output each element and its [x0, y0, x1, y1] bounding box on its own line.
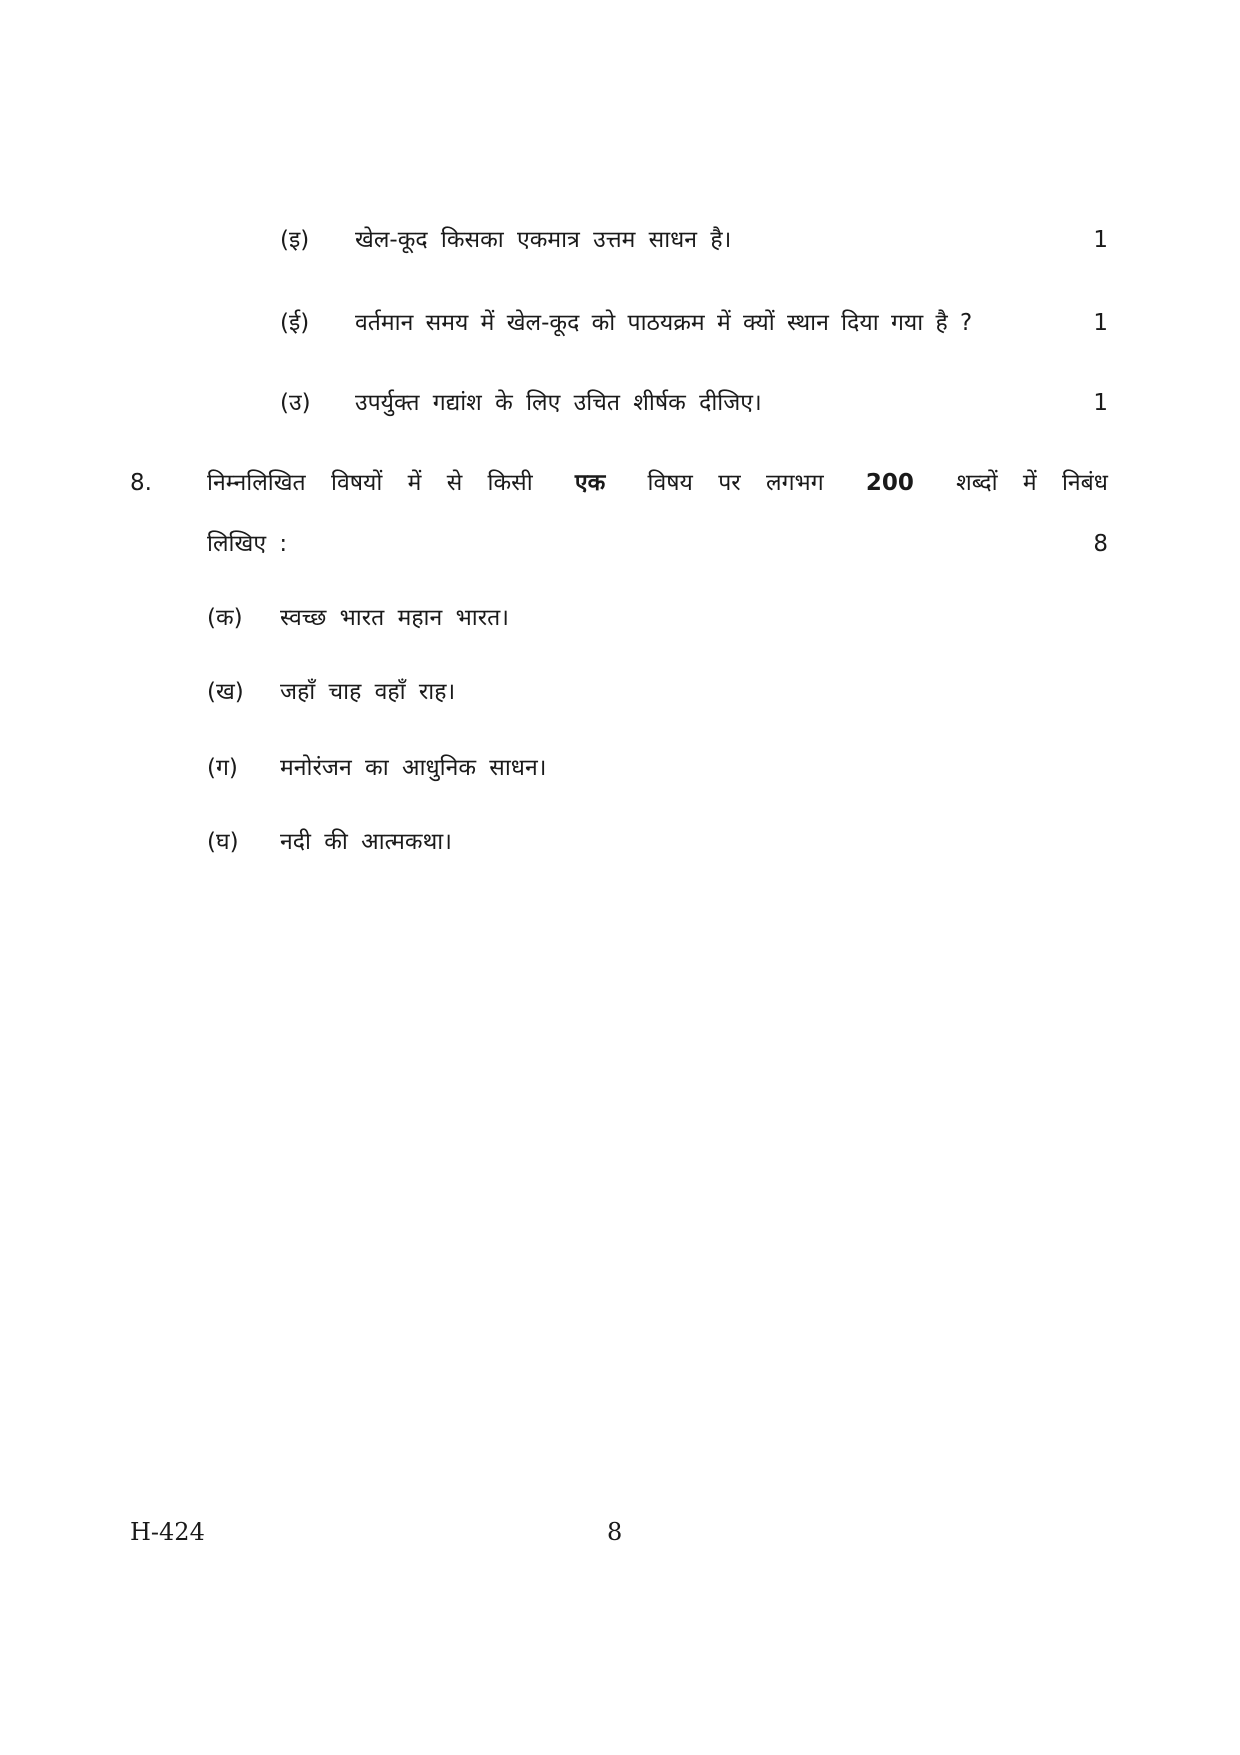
- sub-question-text: खेल-कूद किसका एकमात्र उत्तम साधन है।: [355, 227, 732, 253]
- sub-question-marks: 1: [1093, 310, 1108, 336]
- prompt-text-start: निम्नलिखित विषयों में से किसी: [207, 470, 533, 496]
- question-8-prompt: [207, 463, 1108, 503]
- option-text: मनोरंजन का आधुनिक साधन।: [280, 755, 547, 781]
- essay-option: [0, 748, 1240, 788]
- sub-question-text: वर्तमान समय में खेल-कूद को पाठयक्रम में क्यों स्थान दिया गया है ?: [355, 310, 973, 336]
- sub-question-marks: 1: [1093, 390, 1108, 416]
- essay-option: [0, 672, 1240, 712]
- question-number: 8.: [130, 470, 152, 496]
- option-label: (क): [207, 605, 243, 631]
- sub-question-e: [0, 220, 1240, 260]
- essay-option: [0, 598, 1240, 638]
- sub-question-ii: [0, 303, 1240, 343]
- prompt-text-end: शब्दों में निबंध: [956, 470, 1108, 496]
- sub-question-label: (इ): [280, 227, 310, 253]
- prompt-bold-word: एक: [574, 470, 606, 496]
- option-label: (घ): [207, 829, 239, 855]
- option-label: (ख): [207, 679, 244, 705]
- page-number: 8: [607, 1518, 623, 1546]
- sub-question-marks: 1: [1093, 227, 1108, 253]
- option-text: जहाँ चाह वहाँ राह।: [280, 679, 456, 705]
- sub-question-label: (उ): [280, 390, 311, 416]
- question-8-marks: 8: [1093, 531, 1108, 557]
- option-text: स्वच्छ भारत महान भारत।: [280, 605, 509, 631]
- option-label: (ग): [207, 755, 238, 781]
- essay-option: [0, 822, 1240, 862]
- sub-question-text: उपर्युक्त गद्यांश के लिए उचित शीर्षक दीजिए।: [355, 390, 762, 416]
- sub-question-u: [0, 383, 1240, 423]
- prompt-text-continued: लिखिए :: [207, 531, 288, 557]
- sub-question-label: (ई): [280, 310, 310, 336]
- prompt-word-count: 200: [865, 470, 914, 496]
- prompt-text-middle: विषय पर लगभग: [647, 470, 824, 496]
- paper-code: H-424: [130, 1518, 205, 1546]
- option-text: नदी की आत्मकथा।: [280, 829, 452, 855]
- question-8-line-1: [0, 463, 1240, 503]
- question-8-line-2: [0, 524, 1240, 564]
